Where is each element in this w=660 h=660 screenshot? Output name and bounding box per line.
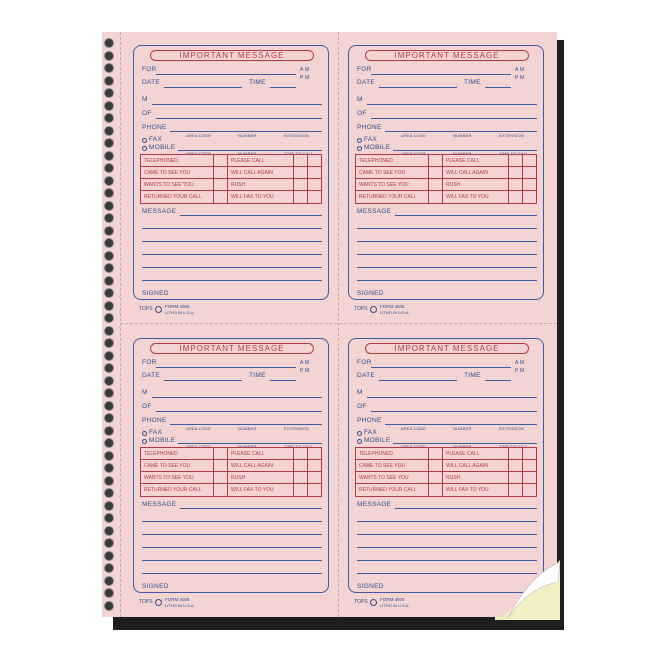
binding-hole (104, 76, 114, 86)
binding-hole (104, 476, 114, 486)
binding-hole (104, 101, 114, 111)
mobile-label: MOBILE (364, 437, 391, 444)
message-line[interactable] (142, 521, 322, 522)
message-line[interactable] (357, 521, 537, 522)
time-line[interactable] (270, 380, 296, 381)
grid-row-divider (356, 471, 536, 472)
mobile-checkbox[interactable] (357, 146, 362, 151)
grid-row-divider (356, 178, 536, 179)
message-line[interactable] (357, 228, 537, 229)
time-label: TIME (464, 79, 481, 86)
grid-row-divider (141, 178, 321, 179)
grid-col-divider (442, 448, 443, 496)
check-please-call[interactable]: PLEASE CALL (446, 158, 480, 164)
fax-label: FAX (364, 429, 378, 436)
grid-col-divider (213, 448, 214, 496)
mobile-area-label: AREA CODE (186, 151, 212, 156)
area-code-label: AREA CODE (401, 426, 427, 431)
phone-line[interactable] (385, 424, 537, 425)
grid-col-divider (227, 448, 228, 496)
form-footer (139, 597, 229, 609)
phone-label: PHONE (357, 124, 382, 131)
message-label: MESSAGE (142, 501, 177, 508)
grid-col-divider (227, 155, 228, 203)
check-returned-your-call[interactable]: RETURNED YOUR CALL (144, 487, 202, 493)
extension-label: EXTENSION (284, 133, 309, 138)
extension-label: EXTENSION (499, 426, 524, 431)
binding-hole (104, 38, 114, 48)
check-rush[interactable]: RUSH (231, 182, 246, 188)
m-line[interactable] (152, 104, 322, 105)
area-code-label: AREA CODE (186, 426, 212, 431)
grid-col-divider (428, 155, 429, 203)
grid-col-divider (508, 155, 509, 203)
fax-label: FAX (364, 136, 378, 143)
pm-label: P M (300, 368, 310, 374)
check-will-fax-to-you[interactable]: WILL FAX TO YOU (231, 194, 274, 200)
binding-hole (104, 401, 114, 411)
m-line[interactable] (152, 397, 322, 398)
check-will-fax-to-you[interactable]: WILL FAX TO YOU (231, 487, 274, 493)
mobile-checkbox[interactable] (142, 439, 147, 444)
grid-row-divider (356, 166, 536, 167)
time-to-call-label: TIME TO CALL (284, 444, 314, 449)
tops-logo-icon (370, 599, 377, 606)
footer-brand: TOPS (139, 599, 153, 605)
date-label: DATE (142, 372, 161, 379)
binding-hole (104, 63, 114, 73)
area-code-label: AREA CODE (186, 133, 212, 138)
pm-label: P M (515, 368, 525, 374)
message-label: MESSAGE (142, 208, 177, 215)
message-label: MESSAGE (357, 501, 392, 508)
footer-brand: TOPS (354, 599, 368, 605)
extension-label: EXTENSION (499, 133, 524, 138)
mobile-number-label: NUMBER (453, 151, 472, 156)
area-code-label: AREA CODE (401, 133, 427, 138)
message-label: MESSAGE (357, 208, 392, 215)
message-form (348, 338, 544, 593)
check-will-call-again[interactable]: WILL CALL AGAIN (446, 170, 488, 176)
of-label: OF (142, 403, 152, 410)
pm-label: P M (515, 75, 525, 81)
binding-hole (104, 363, 114, 373)
signed-label: SIGNED (142, 290, 169, 297)
binding-hole (104, 501, 114, 511)
message-form (133, 338, 329, 593)
binding-hole (104, 413, 114, 423)
phone-label: PHONE (142, 417, 167, 424)
time-label: TIME (464, 372, 481, 379)
binding-hole (104, 451, 114, 461)
form-title: IMPORTANT MESSAGE (365, 50, 529, 61)
fax-checkbox[interactable] (357, 431, 362, 436)
grid-row-divider (141, 471, 321, 472)
of-label: OF (357, 110, 367, 117)
message-line[interactable] (395, 215, 537, 216)
message-line[interactable] (180, 508, 322, 509)
binding-hole (104, 426, 114, 436)
of-line[interactable] (156, 118, 322, 119)
grid-row-divider (356, 459, 536, 460)
grid-col-divider (508, 448, 509, 496)
signed-label: SIGNED (357, 583, 384, 590)
phone-line[interactable] (385, 131, 537, 132)
m-line[interactable] (367, 104, 537, 105)
of-line[interactable] (371, 118, 537, 119)
binding-hole (104, 176, 114, 186)
check-came-to-see-you[interactable]: CAME TO SEE YOU (144, 170, 191, 176)
binding-hole (104, 88, 114, 98)
message-line[interactable] (357, 254, 537, 255)
date-line[interactable] (164, 380, 242, 381)
of-label: OF (142, 110, 152, 117)
binding-hole (104, 576, 114, 586)
grid-col-divider (522, 155, 523, 203)
time-label: TIME (249, 79, 266, 86)
phone-label: PHONE (357, 417, 382, 424)
number-label: NUMBER (238, 133, 257, 138)
binding-hole (104, 376, 114, 386)
mobile-checkbox[interactable] (142, 146, 147, 151)
message-form (348, 45, 544, 300)
grid-col-divider (522, 448, 523, 496)
call-checkbox-grid (355, 154, 537, 204)
footer-litho: LITHO IN U.S.A. (380, 310, 410, 315)
grid-col-divider (428, 448, 429, 496)
am-label: A M (300, 360, 310, 366)
date-line[interactable] (379, 380, 457, 381)
for-label: FOR (142, 66, 157, 73)
date-label: DATE (357, 79, 376, 86)
check-rush[interactable]: RUSH (231, 475, 246, 481)
binding-holes (104, 38, 116, 613)
message-line[interactable] (142, 547, 322, 548)
fax-checkbox[interactable] (142, 138, 147, 143)
grid-row-divider (356, 190, 536, 191)
message-line[interactable] (357, 267, 537, 268)
number-label: NUMBER (453, 426, 472, 431)
grid-col-divider (442, 155, 443, 203)
form-title: IMPORTANT MESSAGE (365, 343, 529, 354)
date-label: DATE (142, 79, 161, 86)
binding-hole (104, 263, 114, 273)
check-wants-to-see-you[interactable]: WANTS TO SEE YOU (359, 475, 409, 481)
message-line[interactable] (142, 228, 322, 229)
m-label: M (357, 389, 363, 396)
form-footer (354, 597, 444, 609)
am-label: A M (515, 67, 525, 73)
check-returned-your-call[interactable]: RETURNED YOUR CALL (359, 194, 417, 200)
mobile-checkbox[interactable] (357, 439, 362, 444)
time-line[interactable] (485, 380, 511, 381)
mobile-area-label: AREA CODE (401, 444, 427, 449)
binding-hole (104, 151, 114, 161)
check-please-call[interactable]: PLEASE CALL (446, 451, 480, 457)
binding-hole (104, 601, 114, 611)
of-line[interactable] (156, 411, 322, 412)
time-to-call-label: TIME TO CALL (284, 151, 314, 156)
perforation-left (120, 32, 121, 617)
time-label: TIME (249, 372, 266, 379)
grid-row-divider (141, 459, 321, 460)
signed-label: SIGNED (142, 583, 169, 590)
signed-label: SIGNED (357, 290, 384, 297)
fax-label: FAX (149, 429, 163, 436)
check-will-call-again[interactable]: WILL CALL AGAIN (231, 170, 273, 176)
binding-hole (104, 538, 114, 548)
m-label: M (357, 96, 363, 103)
pm-label: P M (300, 75, 310, 81)
time-line[interactable] (270, 87, 296, 88)
grid-col-divider (293, 448, 294, 496)
check-will-fax-to-you[interactable]: WILL FAX TO YOU (446, 487, 489, 493)
check-returned-your-call[interactable]: RETURNED YOUR CALL (359, 487, 417, 493)
message-line[interactable] (142, 534, 322, 535)
tops-logo-icon (155, 306, 162, 313)
form-title: IMPORTANT MESSAGE (150, 50, 314, 61)
message-line[interactable] (142, 267, 322, 268)
form-footer (139, 304, 229, 316)
am-label: A M (515, 360, 525, 366)
message-line[interactable] (142, 241, 322, 242)
footer-litho: LITHO IN U.S.A. (165, 310, 195, 315)
call-checkbox-grid (140, 154, 322, 204)
check-returned-your-call[interactable]: RETURNED YOUR CALL (144, 194, 202, 200)
message-line[interactable] (357, 280, 537, 281)
date-line[interactable] (164, 87, 242, 88)
binding-hole (104, 438, 114, 448)
grid-col-divider (293, 155, 294, 203)
message-line[interactable] (395, 508, 537, 509)
binding-hole (104, 163, 114, 173)
check-please-call[interactable]: PLEASE CALL (231, 158, 265, 164)
time-to-call-label: TIME TO CALL (499, 444, 529, 449)
check-will-call-again[interactable]: WILL CALL AGAIN (446, 463, 488, 469)
mobile-label: MOBILE (149, 144, 176, 151)
check-telephoned[interactable]: TELEPHONED (359, 451, 393, 457)
for-line[interactable] (371, 74, 511, 75)
check-will-fax-to-you[interactable]: WILL FAX TO YOU (446, 194, 489, 200)
perforation-horizontal (120, 323, 557, 324)
tops-logo-icon (155, 599, 162, 606)
footer-brand: TOPS (354, 306, 368, 312)
mobile-area-label: AREA CODE (401, 151, 427, 156)
footer-form-number: FORM 4005 (165, 304, 190, 309)
perforation-vertical (338, 32, 339, 617)
check-rush[interactable]: RUSH (446, 182, 461, 188)
binding-hole (104, 238, 114, 248)
footer-brand: TOPS (139, 306, 153, 312)
check-telephoned[interactable]: TELEPHONED (144, 451, 178, 457)
check-came-to-see-you[interactable]: CAME TO SEE YOU (359, 463, 406, 469)
am-label: A M (300, 67, 310, 73)
grid-col-divider (307, 448, 308, 496)
binding-hole (104, 526, 114, 536)
binding-hole (104, 51, 114, 61)
date-line[interactable] (379, 87, 457, 88)
binding-hole (104, 113, 114, 123)
binding-hole (104, 588, 114, 598)
for-label: FOR (357, 66, 372, 73)
m-label: M (142, 389, 148, 396)
of-line[interactable] (371, 411, 537, 412)
binding-hole (104, 213, 114, 223)
check-wants-to-see-you[interactable]: WANTS TO SEE YOU (144, 475, 194, 481)
message-form (133, 45, 329, 300)
binding-hole (104, 188, 114, 198)
check-telephoned[interactable]: TELEPHONED (359, 158, 393, 164)
binding-hole (104, 488, 114, 498)
mobile-number-label: NUMBER (238, 444, 257, 449)
phone-line[interactable] (170, 424, 322, 425)
mobile-label: MOBILE (364, 144, 391, 151)
check-will-call-again[interactable]: WILL CALL AGAIN (231, 463, 273, 469)
date-label: DATE (357, 372, 376, 379)
for-label: FOR (357, 359, 372, 366)
extension-label: EXTENSION (284, 426, 309, 431)
message-line[interactable] (142, 560, 322, 561)
message-line[interactable] (357, 241, 537, 242)
mobile-number-label: NUMBER (238, 151, 257, 156)
binding-hole (104, 551, 114, 561)
binding-hole (104, 226, 114, 236)
grid-row-divider (141, 483, 321, 484)
binding-hole (104, 388, 114, 398)
binding-hole (104, 138, 114, 148)
mobile-number-label: NUMBER (453, 444, 472, 449)
fax-checkbox[interactable] (357, 138, 362, 143)
binding-hole (104, 126, 114, 136)
grid-row-divider (141, 190, 321, 191)
mobile-label: MOBILE (149, 437, 176, 444)
for-line[interactable] (371, 367, 511, 368)
m-line[interactable] (367, 397, 537, 398)
check-came-to-see-you[interactable]: CAME TO SEE YOU (359, 170, 406, 176)
check-came-to-see-you[interactable]: CAME TO SEE YOU (144, 463, 191, 469)
for-line[interactable] (156, 367, 296, 368)
footer-form-number: FORM 4005 (380, 304, 405, 309)
page-curl (500, 560, 560, 620)
grid-col-divider (213, 155, 214, 203)
grid-row-divider (141, 166, 321, 167)
check-wants-to-see-you[interactable]: WANTS TO SEE YOU (144, 182, 194, 188)
form-footer (354, 304, 444, 316)
binding-hole (104, 563, 114, 573)
binding-hole (104, 251, 114, 261)
binding-hole (104, 338, 114, 348)
message-line[interactable] (142, 254, 322, 255)
time-to-call-label: TIME TO CALL (499, 151, 529, 156)
binding-hole (104, 326, 114, 336)
m-label: M (142, 96, 148, 103)
check-wants-to-see-you[interactable]: WANTS TO SEE YOU (359, 182, 409, 188)
binding-hole (104, 313, 114, 323)
grid-col-divider (307, 155, 308, 203)
binding-hole (104, 463, 114, 473)
phone-label: PHONE (142, 124, 167, 131)
footer-form-number: FORM 4005 (380, 597, 405, 602)
footer-litho: LITHO IN U.S.A. (380, 603, 410, 608)
mobile-area-label: AREA CODE (186, 444, 212, 449)
grid-row-divider (356, 483, 536, 484)
of-label: OF (357, 403, 367, 410)
message-line[interactable] (180, 215, 322, 216)
message-line[interactable] (142, 280, 322, 281)
message-line[interactable] (357, 534, 537, 535)
call-checkbox-grid (355, 447, 537, 497)
number-label: NUMBER (238, 426, 257, 431)
binding-hole (104, 351, 114, 361)
tops-logo-icon (370, 306, 377, 313)
fax-checkbox[interactable] (142, 431, 147, 436)
binding-hole (104, 201, 114, 211)
binding-hole (104, 513, 114, 523)
check-please-call[interactable]: PLEASE CALL (231, 451, 265, 457)
footer-litho: LITHO IN U.S.A. (165, 603, 195, 608)
message-line[interactable] (142, 573, 322, 574)
fax-label: FAX (149, 136, 163, 143)
number-label: NUMBER (453, 133, 472, 138)
binding-hole (104, 301, 114, 311)
check-telephoned[interactable]: TELEPHONED (144, 158, 178, 164)
binding-hole (104, 288, 114, 298)
phone-line[interactable] (170, 131, 322, 132)
call-checkbox-grid (140, 447, 322, 497)
binding-hole (104, 276, 114, 286)
for-line[interactable] (156, 74, 296, 75)
message-line[interactable] (357, 547, 537, 548)
time-line[interactable] (485, 87, 511, 88)
for-label: FOR (142, 359, 157, 366)
check-rush[interactable]: RUSH (446, 475, 461, 481)
footer-form-number: FORM 4005 (165, 597, 190, 602)
form-title: IMPORTANT MESSAGE (150, 343, 314, 354)
